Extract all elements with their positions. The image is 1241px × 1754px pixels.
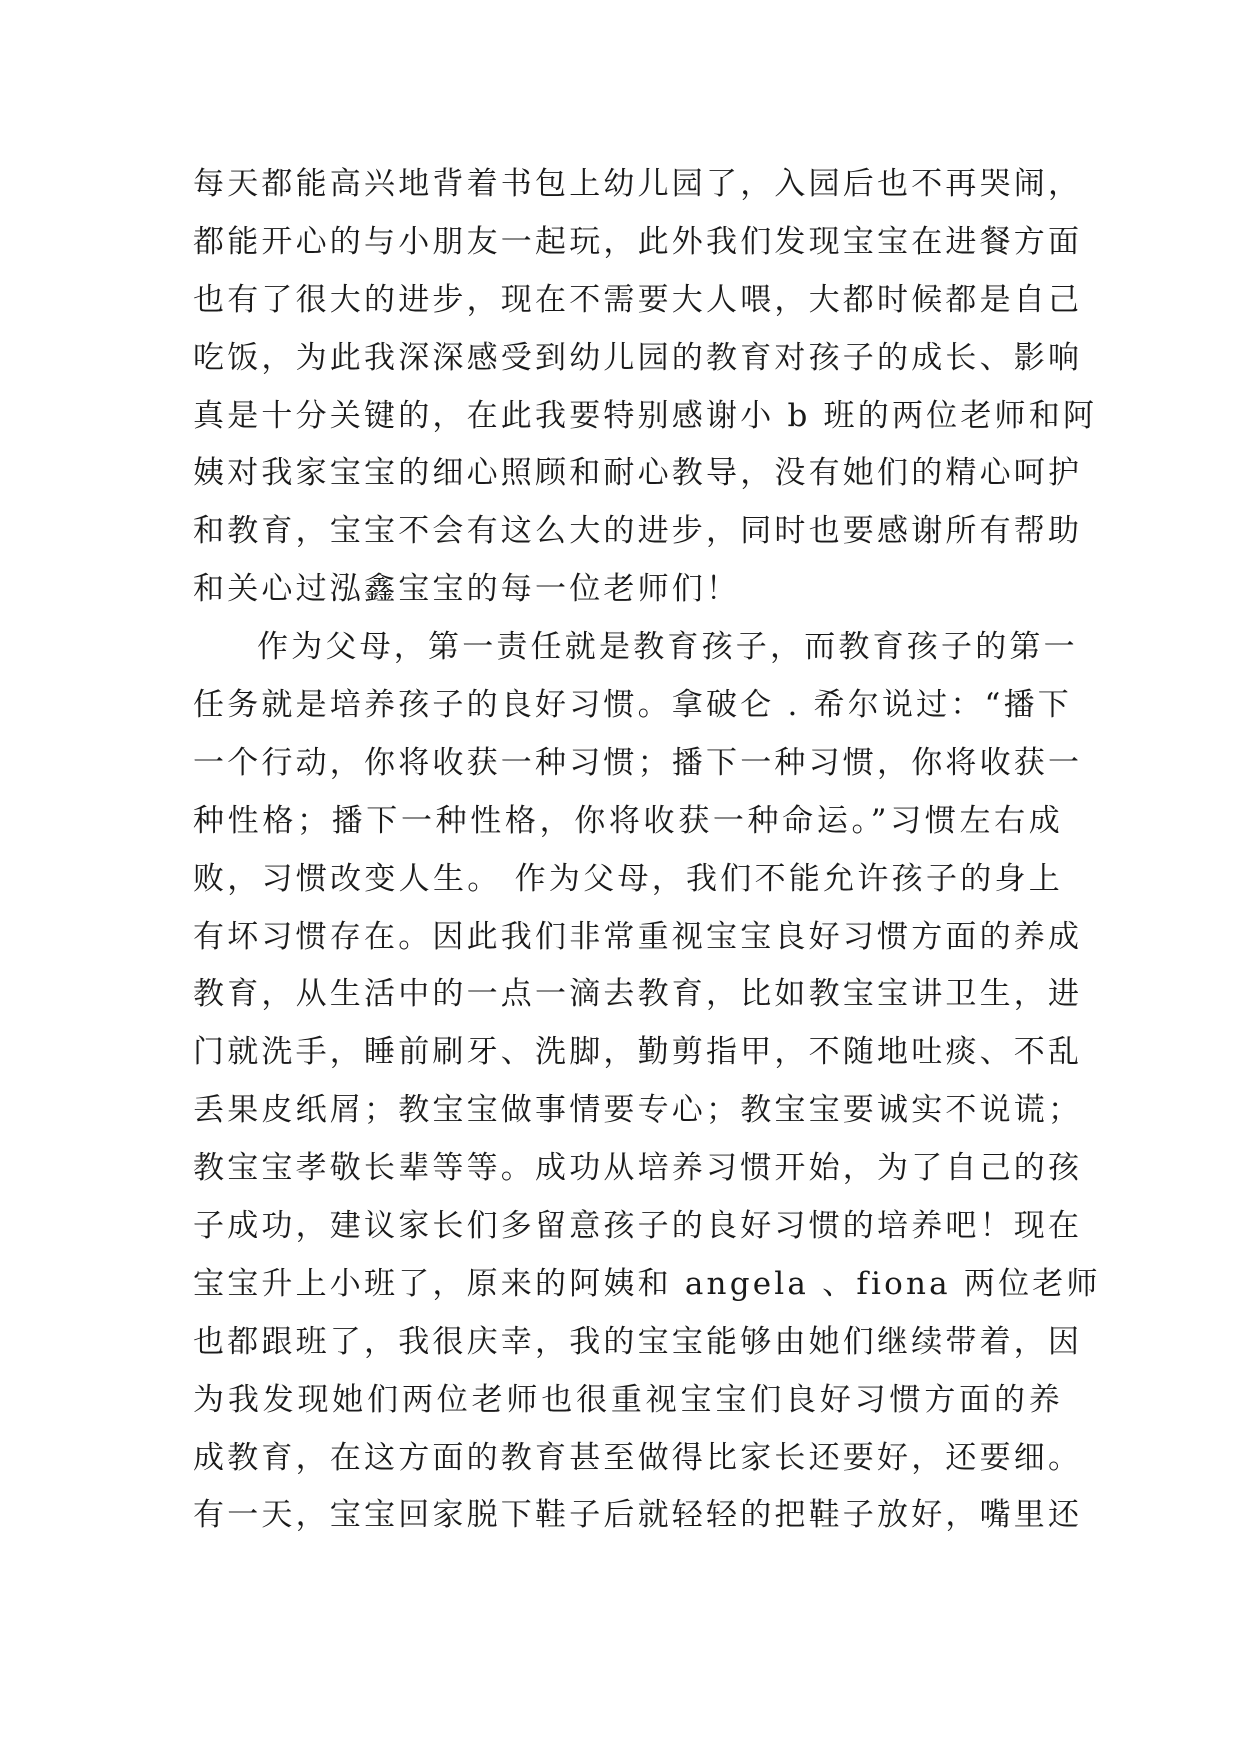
text-line: 和关心过泓鑫宝宝的每一位老师们！ xyxy=(193,571,741,608)
text-line: 败，习惯改变人生。 作为父母，我们不能允许孩子的身上 xyxy=(193,860,1063,897)
text-line: 宝宝升上小班了，原来的阿姨和 angela 、fiona 两位老师 xyxy=(193,1265,1101,1302)
text-line: 教宝宝孝敬长辈等等。成功从培养习惯开始，为了自己的孩 xyxy=(193,1150,1083,1187)
paragraph-start-line: 作为父母，第一责任就是教育孩子，而教育孩子的第一 xyxy=(257,629,1078,666)
text-line: 真是十分关键的，在此我要特别感谢小 b 班的两位老师和阿 xyxy=(193,397,1098,434)
text-line: 吃饭，为此我深深感受到幼儿园的教育对孩子的成长、影响 xyxy=(193,339,1083,376)
text-line: 门就洗手，睡前刷牙、洗脚，勤剪指甲，不随地吐痰、不乱 xyxy=(193,1034,1083,1071)
text-line: 种性格；播下一种性格，你将收获一种命运。”习惯左右成 xyxy=(193,802,1063,839)
text-line: 任务就是培养孩子的良好习惯。拿破仑 . 希尔说过：“播下 xyxy=(193,687,1073,724)
text-line: 也都跟班了，我很庆幸，我的宝宝能够由她们继续带着，因 xyxy=(193,1323,1083,1360)
text-line: 都能开心的与小朋友一起玩，此外我们发现宝宝在进餐方面 xyxy=(193,223,1083,260)
text-line: 为我发现她们两位老师也很重视宝宝们良好习惯方面的养 xyxy=(193,1381,1063,1418)
text-line: 子成功，建议家长们多留意孩子的良好习惯的培养吧！现在 xyxy=(193,1208,1083,1245)
text-line: 教育，从生活中的一点一滴去教育，比如教宝宝讲卫生，进 xyxy=(193,976,1083,1013)
body-text xyxy=(193,156,1101,1545)
text-line: 和教育，宝宝不会有这么大的进步，同时也要感谢所有帮助 xyxy=(193,513,1083,550)
text-line: 也有了很大的进步，现在不需要大人喂，大都时候都是自己 xyxy=(193,281,1083,318)
text-line: 一个行动，你将收获一种习惯；播下一种习惯，你将收获一 xyxy=(193,744,1083,781)
text-line: 有坏习惯存在。因此我们非常重视宝宝良好习惯方面的养成 xyxy=(193,918,1083,955)
text-line: 成教育，在这方面的教育甚至做得比家长还要好，还要细。 xyxy=(193,1439,1083,1476)
text-line: 每天都能高兴地背着书包上幼儿园了，入园后也不再哭闹， xyxy=(193,166,1083,202)
text-line: 有一天，宝宝回家脱下鞋子后就轻轻的把鞋子放好，嘴里还 xyxy=(193,1497,1083,1534)
text-line: 丢果皮纸屑；教宝宝做事情要专心；教宝宝要诚实不说谎； xyxy=(193,1092,1083,1129)
text-line: 姨对我家宝宝的细心照顾和耐心教导，没有她们的精心呵护 xyxy=(193,455,1083,492)
